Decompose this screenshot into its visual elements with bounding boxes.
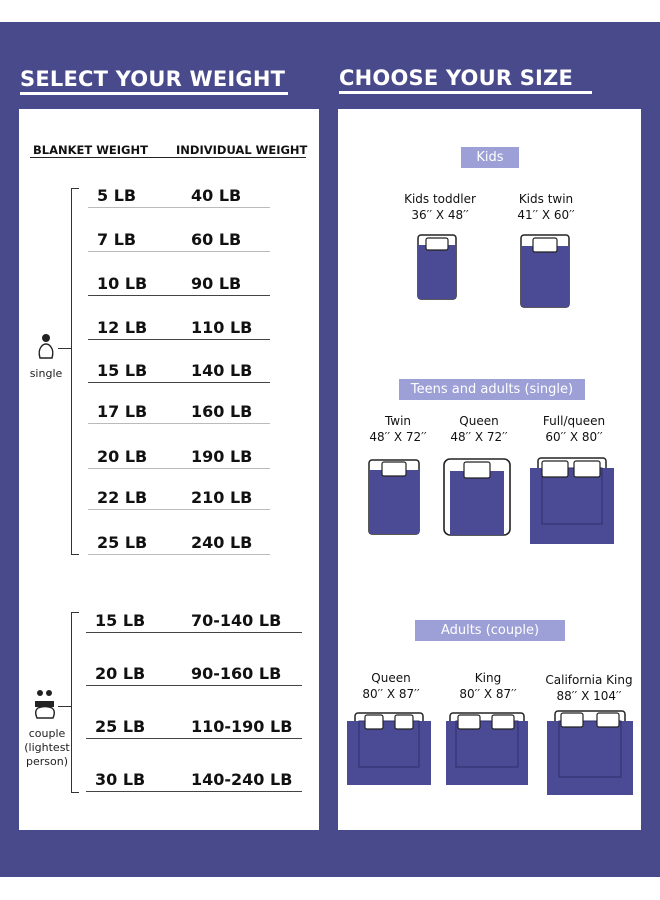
row-divider (88, 509, 270, 510)
blanket-weight-value: 20 LB (95, 664, 146, 683)
choose-size-heading: CHOOSE YOUR SIZE (339, 66, 574, 90)
kids-category-label: Kids (461, 147, 519, 168)
twin-bed-icon (366, 458, 422, 536)
row-divider (86, 632, 302, 633)
blanket-weight-value: 12 LB (97, 318, 148, 337)
kids-toddler-bed-icon (414, 233, 460, 301)
kids-twin-bed-icon (518, 233, 572, 309)
individual-weight-value: 160 LB (191, 402, 253, 421)
blanket-weight-value: 7 LB (97, 230, 137, 249)
teens-category-label: Teens and adults (single) (399, 379, 585, 400)
blanket-weight-value: 20 LB (97, 447, 148, 466)
single-label: single (29, 367, 63, 380)
row-divider (86, 738, 302, 739)
blanket-weight-value: 30 LB (95, 770, 146, 789)
individual-weight-value: 240 LB (191, 533, 253, 552)
row-divider (88, 423, 270, 424)
individual-weight-value: 110-190 LB (191, 717, 293, 736)
individual-weight-value: 190 LB (191, 447, 253, 466)
row-divider (86, 685, 302, 686)
select-weight-heading: SELECT YOUR WEIGHT (20, 67, 286, 91)
queen-couple-bed-icon (345, 711, 433, 787)
individual-weight-value: 110 LB (191, 318, 253, 337)
row-divider (88, 207, 270, 208)
single-group-bracket (71, 188, 72, 554)
twin-size: Twin 48′′ X 72′′ (369, 414, 427, 444)
individual-weight-value: 140 LB (191, 361, 253, 380)
heading-underline (20, 92, 288, 95)
individual-weight-header: INDIVIDUAL WEIGHT (176, 143, 308, 157)
individual-weight-value: 90 LB (191, 274, 242, 293)
individual-weight-value: 60 LB (191, 230, 242, 249)
blanket-weight-value: 25 LB (95, 717, 146, 736)
full-queen-bed-icon (528, 456, 616, 546)
couple-icon (33, 689, 57, 719)
couple-label: couple (lightest person) (24, 727, 70, 768)
adults-category-label: Adults (couple) (415, 620, 565, 641)
queen-couple-size: Queen 80′′ X 87′′ (362, 671, 420, 701)
blanket-weight-value: 15 LB (95, 611, 146, 630)
individual-weight-value: 70-140 LB (191, 611, 282, 630)
row-divider (88, 468, 270, 469)
row-divider (88, 251, 270, 252)
blanket-weight-value: 15 LB (97, 361, 148, 380)
california-king-bed-icon (545, 709, 635, 797)
kids-twin-size: Kids twin 41′′ X 60′′ (517, 192, 575, 222)
full-queen-size: Full/queen 60′′ X 80′′ (542, 414, 606, 444)
individual-weight-value: 210 LB (191, 488, 253, 507)
row-divider (88, 554, 270, 555)
queen-single-bed-icon (442, 457, 512, 537)
blanket-weight-value: 17 LB (97, 402, 148, 421)
row-divider (88, 339, 270, 340)
king-size: King 80′′ X 87′′ (459, 671, 517, 701)
blanket-weight-value: 5 LB (97, 186, 137, 205)
king-bed-icon (444, 711, 530, 787)
row-divider (86, 791, 302, 792)
person-icon (36, 333, 56, 359)
row-divider (88, 295, 270, 296)
blanket-weight-header: BLANKET WEIGHT (33, 143, 148, 157)
row-divider (88, 382, 270, 383)
california-king-size: California King 88′′ X 104′′ (545, 673, 633, 703)
kids-toddler-size: Kids toddler 36′′ X 48′′ (404, 192, 476, 222)
queen-single-size: Queen 48′′ X 72′′ (450, 414, 508, 444)
blanket-weight-value: 25 LB (97, 533, 148, 552)
individual-weight-value: 140-240 LB (191, 770, 293, 789)
individual-weight-value: 90-160 LB (191, 664, 282, 683)
blanket-weight-value: 10 LB (97, 274, 148, 293)
individual-weight-value: 40 LB (191, 186, 242, 205)
header-divider (30, 157, 306, 158)
heading-underline (339, 91, 592, 94)
blanket-weight-value: 22 LB (97, 488, 148, 507)
